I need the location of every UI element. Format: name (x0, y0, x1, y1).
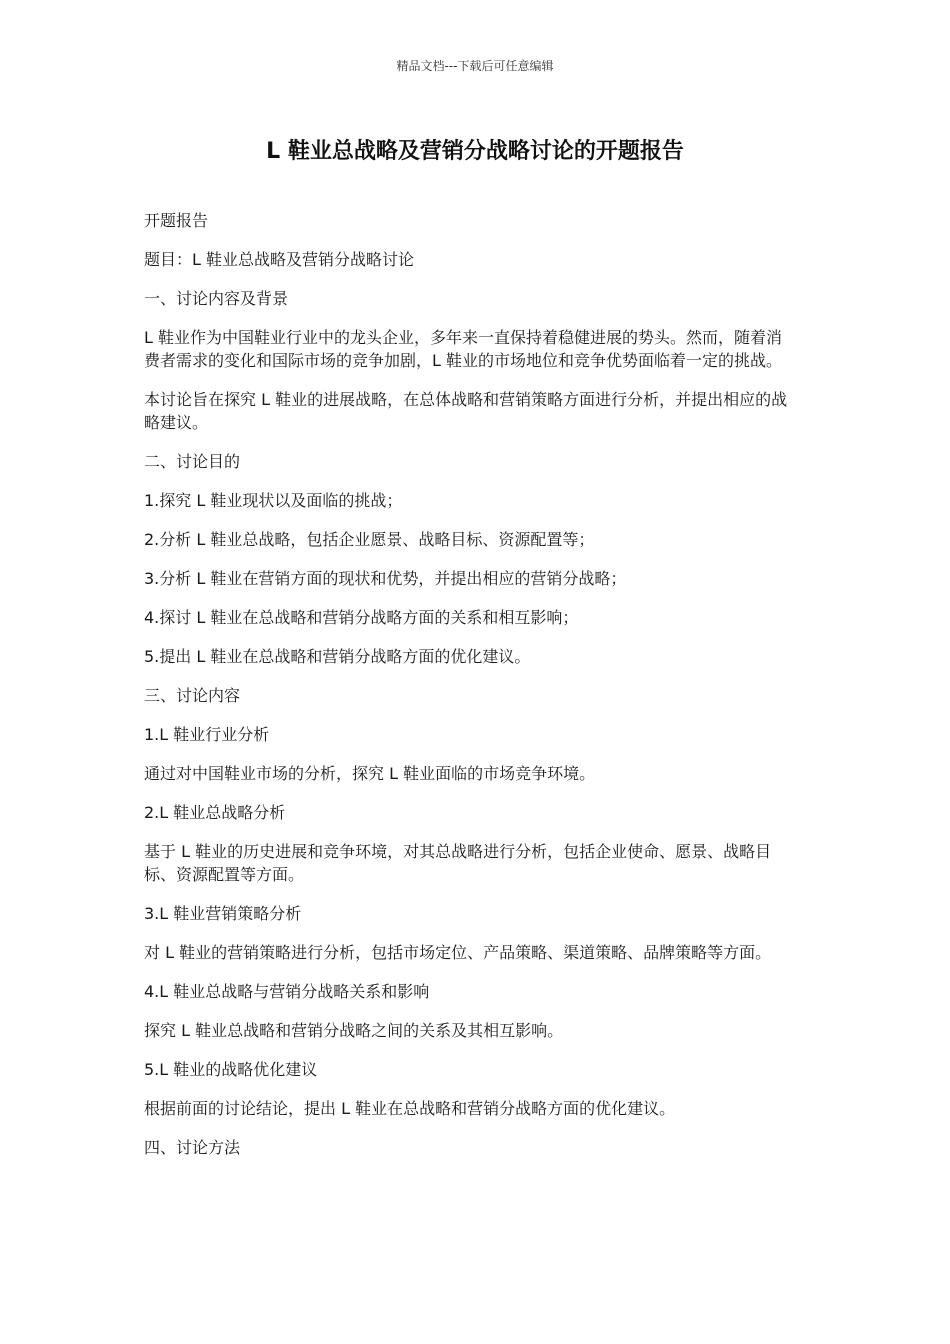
section-heading-1: 一、讨论内容及背景 (144, 289, 289, 308)
content-subheading: 2.L 鞋业总战略分析 (144, 803, 286, 822)
objective-item: 2.分析 L 鞋业总战略，包括企业愿景、战略目标、资源配置等； (144, 530, 595, 549)
content-paragraph: 对 L 鞋业的营销策略进行分析，包括市场定位、产品策略、渠道策略、品牌策略等方面。 (144, 943, 772, 962)
document-title: L 鞋业总战略及营销分战略讨论的开题报告 (266, 139, 684, 164)
label-report: 开题报告 (144, 211, 209, 230)
content-paragraph: 根据前面的讨论结论，提出 L 鞋业在总战略和营销分战略方面的优化建议。 (144, 1099, 676, 1118)
content-paragraph: 通过对中国鞋业市场的分析，探究 L 鞋业面临的市场竞争环境。 (144, 764, 596, 783)
content-subheading: 1.L 鞋业行业分析 (144, 725, 270, 744)
objective-item: 3.分析 L 鞋业在营销方面的现状和优势，并提出相应的营销分战略； (144, 569, 627, 588)
header-note: 精品文档---下载后可任意编辑 (396, 59, 554, 73)
background-paragraph: L 鞋业作为中国鞋业行业中的龙头企业，多年来一直保持着稳健进展的势头。然而，随着消费者需求的变化和国际市场的竞争加剧，L 鞋业的市场地位和竞争优势面临着一定的挑战。 (144, 328, 783, 370)
topic-line: 题目：L 鞋业总战略及营销分战略讨论 (144, 250, 415, 269)
section-heading-3: 三、讨论内容 (144, 686, 241, 705)
purpose-paragraph: 本讨论旨在探究 L 鞋业的进展战略，在总体战略和营销策略方面进行分析，并提出相应的战略建议。 (144, 390, 788, 432)
objective-item: 1.探究 L 鞋业现状以及面临的挑战； (144, 491, 403, 510)
objective-item: 4.探讨 L 鞋业在总战略和营销分战略方面的关系和相互影响； (144, 608, 579, 627)
content-paragraph: 基于 L 鞋业的历史进展和竞争环境，对其总战略进行分析，包括企业使命、愿景、战略目标、资源配置等方面。 (144, 842, 772, 884)
objective-item: 5.提出 L 鞋业在总战略和营销分战略方面的优化建议。 (144, 647, 531, 666)
section-heading-2: 二、讨论目的 (144, 452, 241, 471)
content-subheading: 5.L 鞋业的战略优化建议 (144, 1060, 318, 1079)
content-subheading: 3.L 鞋业营销策略分析 (144, 904, 302, 923)
section-heading-4: 四、讨论方法 (144, 1138, 241, 1157)
content-subheading: 4.L 鞋业总战略与营销分战略关系和影响 (144, 982, 430, 1001)
content-paragraph: 探究 L 鞋业总战略和营销分战略之间的关系及其相互影响。 (144, 1021, 564, 1040)
document-body (144, 209, 796, 1175)
